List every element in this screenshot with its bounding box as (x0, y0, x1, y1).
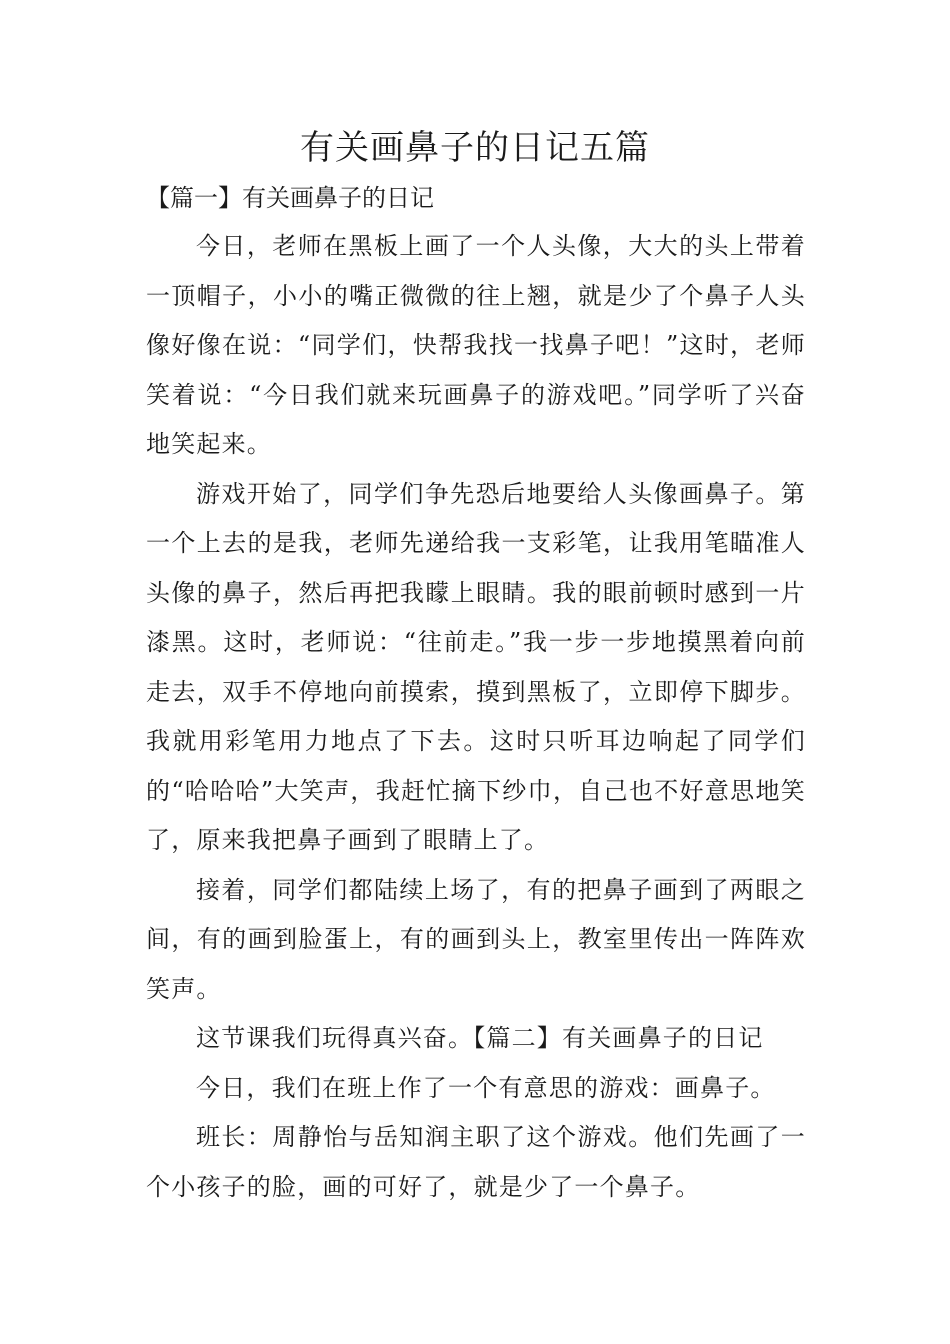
paragraph: 这节课我们玩得真兴奋。【篇二】有关画鼻子的日记 (196, 1024, 764, 1052)
paragraph: 班长：周静怡与岳知润主职了这个游戏。他们先画了一个小孩子的脸，画的可好了，就是少了一个鼻子。 (146, 1123, 806, 1201)
document-title: 有关画鼻子的日记五篇 (300, 128, 650, 168)
paragraph: 接着，同学们都陆续上场了，有的把鼻子画到了两眼之间，有的画到脸蛋上，有的画到头上，教室里传出一阵阵欢笑声。 (146, 875, 806, 1003)
paragraph: 今日，老师在黑板上画了一个人头像，大大的头上带着一顶帽子，小小的嘴正微微的往上翘，就是少了个鼻子人头像好像在说：“同学们，快帮我找一找鼻子吧！”这时，老师笑着说：“今日我们就来玩画鼻子的游戏吧。”同学听了兴奋地笑起来。 (146, 232, 806, 458)
paragraph: 游戏开始了，同学们争先恐后地要给人头像画鼻子。第一个上去的是我，老师先递给我一支彩笔，让我用笔瞄准人头像的鼻子，然后再把我矇上眼睛。我的眼前顿时感到一片漆黑。这时，老师说：“往前走。”我一步一步地摸黑着向前走去，双手不停地向前摸索，摸到黑板了，立即停下脚步。我就用彩笔用力地点了下去。这时只听耳边响起了同学们的“哈哈哈”大笑声，我赶忙摘下纱巾，自己也不好意思地笑了，原来我把鼻子画到了眼睛上了。 (146, 479, 806, 854)
document-body (146, 222, 806, 1212)
paragraph: 今日，我们在班上作了一个有意思的游戏：画鼻子。 (196, 1073, 776, 1102)
section-heading: 【篇一】有关画鼻子的日记 (146, 184, 434, 212)
